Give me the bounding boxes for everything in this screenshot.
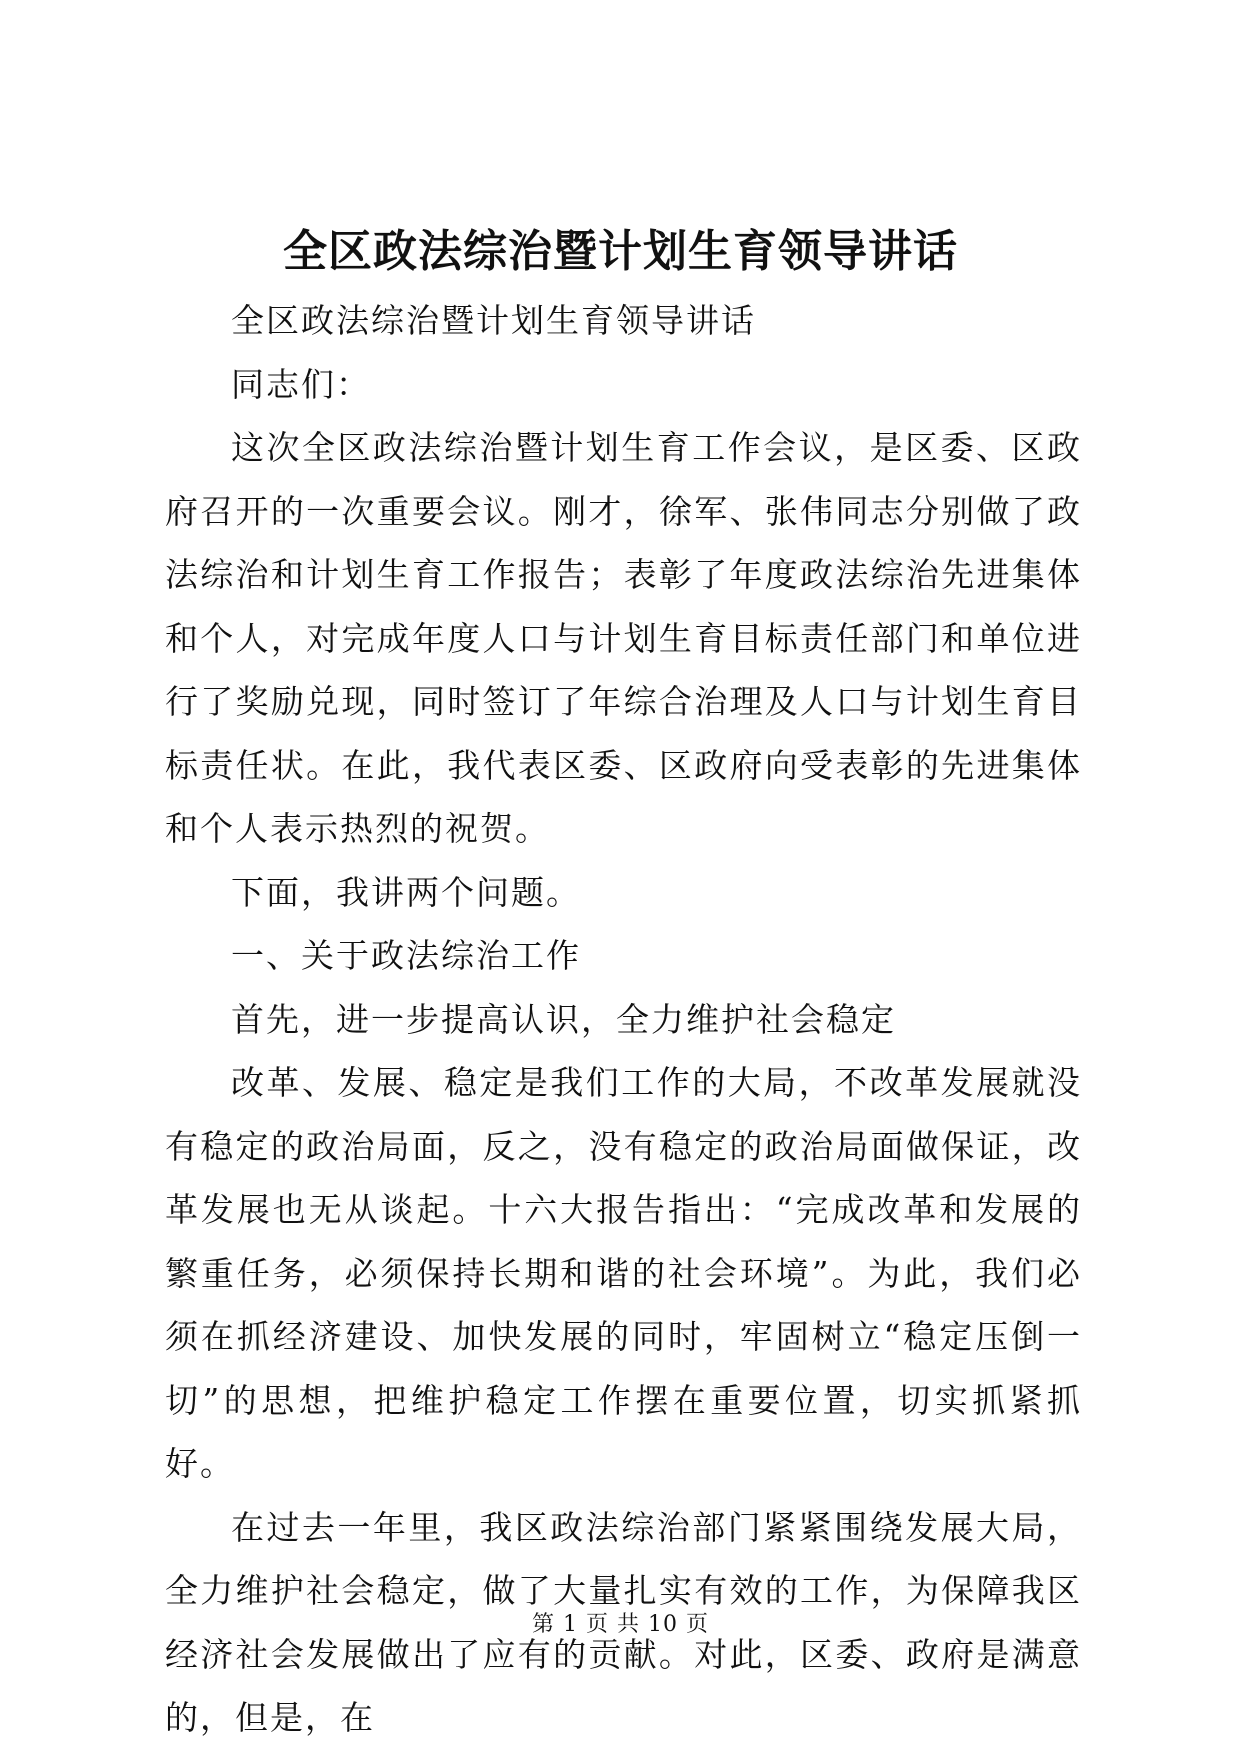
document-title: 全区政法综治暨计划生育领导讲话 [283, 226, 958, 277]
paragraph-opening: 这次全区政法综治暨计划生育工作会议，是区委、区政府召开的一次重要会议。刚才，徐军、张伟同志分别做了政法综治和计划生育工作报告；表彰了年度政法综治先进集体和个人，对完成年度人口与计划生育目标责任部门和单位进行了奖励兑现，同时签订了年综合治理及人口与计划生育目标责任状。在此，我代表区委、区政府向受表彰的先进集体和个人表示热烈的祝贺。 [165, 428, 1082, 848]
paragraph-body: 在过去一年里，我区政法综治部门紧紧围绕发展大局，全力维护社会稳定，做了大量扎实有效的工作，为保障我区经济社会发展做出了应有的贡献。对此，区委、政府是满意的，但是，在 [165, 1507, 1082, 1737]
page-footer: 第 1 页 共 10 页 [532, 1612, 709, 1637]
paragraph-body: 改革、发展、稳定是我们工作的大局，不改革发展就没有稳定的政治局面，反之，没有稳定的政治局面做保证，改革发展也无从谈起。十六大报告指出：“完成改革和发展的繁重任务，必须保持长期和谐的社会环境”。为此，我们必须在抓经济建设、加快发展的同时，牢固树立“稳定压倒一切”的思想，把维护稳定工作摆在重要位置，切实抓紧抓好。 [165, 1063, 1082, 1483]
paragraph-salutation: 同志们： [231, 364, 371, 404]
paragraph-subtitle: 全区政法综治暨计划生育领导讲话 [231, 301, 756, 340]
document-body [165, 289, 1082, 1750]
subsection-heading: 首先，进一步提高认识，全力维护社会稳定 [231, 999, 896, 1039]
section-heading: 一、关于政法综治工作 [231, 936, 581, 975]
paragraph-intro: 下面，我讲两个问题。 [231, 872, 581, 912]
